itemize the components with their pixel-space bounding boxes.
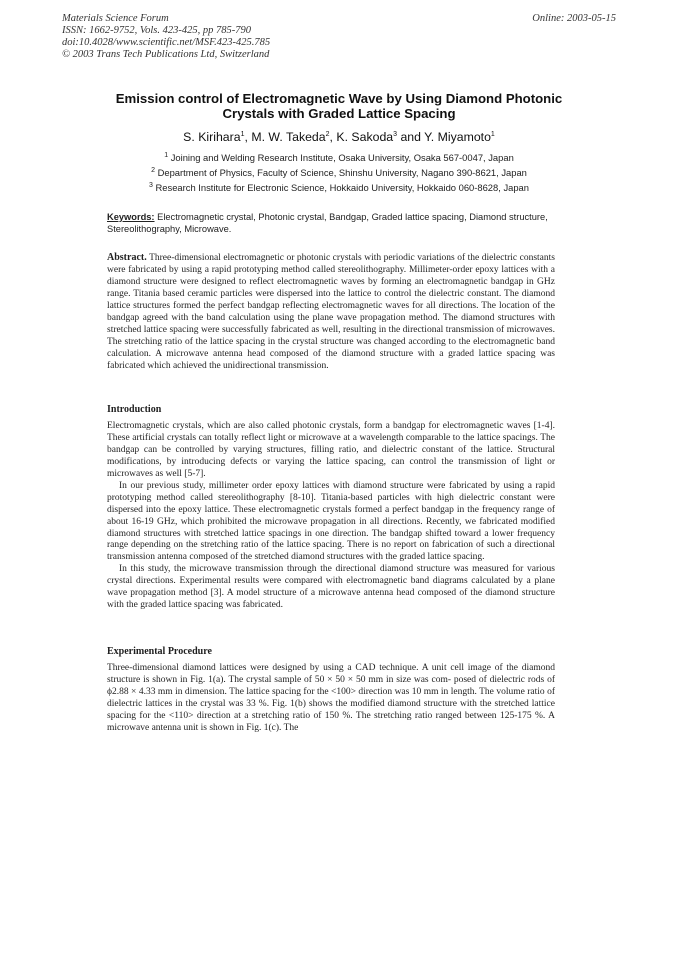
paper-title: Emission control of Electromagnetic Wave by Using Diamond Photonic Crystals with Graded Lattice Spacing (115, 91, 563, 121)
issn-line: ISSN: 1662-9752, Vols. 423-425, pp 785-790 (62, 25, 251, 36)
online-date: Online: 2003-05-15 (532, 13, 616, 24)
affiliation-mark: 1 (164, 151, 169, 159)
copyright-line: © 2003 Trans Tech Publications Ltd, Switzerland (62, 49, 270, 60)
author-separator: and (397, 130, 425, 144)
author-list (100, 130, 578, 144)
affiliation-text: Research Institute for Electronic Science, Hokkaido University, Hokkaido 060-8628, Japan (155, 182, 529, 193)
introduction-section (107, 404, 555, 612)
author-affiliation-mark: 1 (490, 130, 495, 138)
affiliation-mark: 2 (151, 166, 155, 174)
affiliation-3 (100, 182, 578, 193)
keywords-text: Electromagnetic crystal, Photonic crystal, Bandgap, Graded lattice spacing, Diamond structure, Stereolithography, Microwave. (107, 212, 548, 234)
experimental-section (107, 646, 555, 735)
experimental-heading: Experimental Procedure (107, 646, 212, 657)
affiliation-text: Joining and Welding Research Institute, Osaka University, Osaka 567-0047, Japan (170, 152, 514, 163)
author-name: Y. Miyamoto (424, 130, 491, 144)
journal-name: Materials Science Forum (62, 13, 169, 24)
introduction-paragraph: In this study, the microwave transmission through the directional diamond structure was measured for various crystal directions. Experimental results were compared with electromagnetic band diagrams calculated by a plane wave propagation method [3]. A model structure of a microwave antenna head composed of the diamond structure with the graded lattice spacing was fabricated. (107, 564, 555, 611)
affiliation-2 (100, 167, 578, 178)
author-name: K. Sakoda (336, 130, 394, 144)
doi-line: doi:10.4028/www.scientific.net/MSF.423-425.785 (62, 37, 271, 48)
journal-header (62, 13, 270, 61)
affiliation-text: Department of Physics, Faculty of Science, Shinshu University, Nagano 390-8621, Japan (157, 167, 527, 178)
affiliation-1 (100, 152, 578, 163)
affiliation-mark: 3 (149, 181, 153, 189)
author-separator: , (329, 130, 337, 144)
introduction-paragraph: Electromagnetic crystals, which are also called photonic crystals, form a bandgap for electromagnetic waves [1-4]. These artificial crystals can totally reflect light or microwave at a wavelength comparable to the lattice spacings. The bandgap can be controlled by varying structures, filling ratio, and dielectric constant of the lattice. Structural modifications, by introducing defects or varying the lattice spacing, can control the transmission of light or microwaves as well [5-7]. (107, 420, 555, 479)
author-affiliation-mark: 2 (325, 130, 330, 138)
author-separator: , (244, 130, 252, 144)
introduction-heading: Introduction (107, 404, 162, 415)
abstract-block (107, 252, 555, 373)
experimental-paragraph: Three-dimensional diamond lattices were designed by using a CAD technique. A unit cell image of the diamond structure is shown in Fig. 1(a). The crystal sample of 50 × 50 × 50 mm in size was com- posed of dielectric rods of ϕ2.88 × 4.33 mm in dimension. The lattice spacing for the <100> direction was 10 mm in length. The volume ratio of dielectric lattices in the crystal was 33 %. Fig. 1(b) shows the modified diamond structure with the stretched lattice spacing for the <110> direction at a stretching ratio of 150 %. The stretching ratio ranged between 125-175 %. A microwave antenna unit is shown in Fig. 1(c). The (107, 662, 555, 733)
keywords-label: Keywords: (107, 212, 155, 222)
author-name: M. W. Takeda (251, 130, 326, 144)
author-affiliation-mark: 3 (393, 130, 398, 138)
keywords-block (107, 211, 555, 235)
abstract-text: Three-dimensional electromagnetic or photonic crystals with periodic variations of the dielectric constants were fabricated by using a rapid prototyping method called stereolithography. Millimeter-order epoxy lattices with a diamond structure were designed to reflect electromagnetic waves by forming an electromagnetic bandgap in GHz range. Titania based ceramic particles were dispersed into the lattice to control the dielectric constant. The diamond lattice structures formed the perfect bandgap reflecting electromagnetic waves for all directions. The location of the bandgap agreed with the band calculation using the plane wave propagation method. The diamond structures with stretched lattice spacing were successfully fabricated as well, resulting in the directional transmission of microwaves. The stretching ratio of the lattice spacing in the crystal structure was changed according to the electromagnetic band calculation. A microwave antenna head composed of the diamond structure with a graded lattice spacing was fabricated which achieved the unidirectional transmission. (107, 253, 555, 371)
introduction-paragraph: In our previous study, millimeter order epoxy lattices with diamond structure were fabricated by using a rapid prototyping method called stereolithography [8-10]. Titania-based particles with high dielectric constant were dispersed into the epoxy lattice. These electromagnetic crystals formed a perfect bandgap in the frequency range of about 16-19 GHz, which prohibited the microwave propagation in all directions. Recently, we fabricated modified diamond structures with stretched lattice spacings in one direction. The bandgap shifted toward a lower frequency range depending on the stretching ratio of the lattice spacing. There is no report on fabrication of such a directional transmission antenna composed of the stretched diamond structures with the graded lattice spacing. (107, 480, 555, 563)
author-affiliation-mark: 1 (240, 130, 245, 138)
abstract-label: Abstract. (107, 252, 147, 263)
author-name: S. Kirihara (183, 130, 241, 144)
